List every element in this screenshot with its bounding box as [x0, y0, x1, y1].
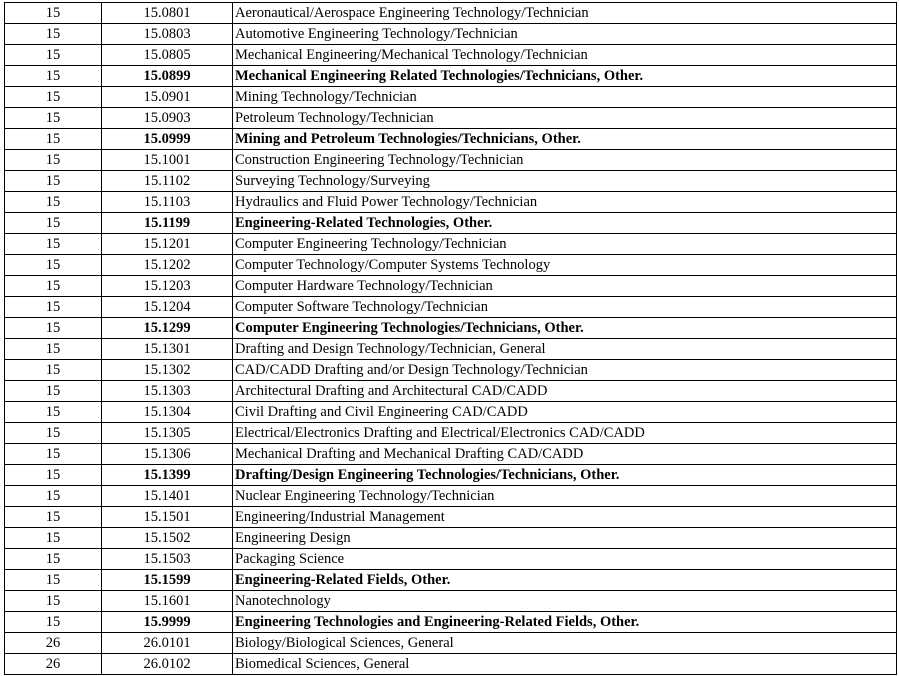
program-title-cell: Electrical/Electronics Drafting and Electrical/Electronics CAD/CADD	[233, 423, 897, 444]
family-cell: 15	[5, 87, 102, 108]
program-title-cell: Drafting/Design Engineering Technologies/Technicians, Other.	[233, 465, 897, 486]
program-title-cell: Mechanical Engineering/Mechanical Technology/Technician	[233, 45, 897, 66]
cip-code-cell: 15.1299	[102, 318, 233, 339]
program-title-cell: Nuclear Engineering Technology/Technician	[233, 486, 897, 507]
cip-code-cell: 15.1303	[102, 381, 233, 402]
family-cell: 15	[5, 150, 102, 171]
family-cell: 15	[5, 402, 102, 423]
table-row	[5, 150, 897, 171]
table-row	[5, 66, 897, 87]
table-row	[5, 549, 897, 570]
family-cell: 15	[5, 108, 102, 129]
table-row	[5, 486, 897, 507]
table-row	[5, 423, 897, 444]
cip-code-cell: 15.1599	[102, 570, 233, 591]
cip-code-cell: 15.1501	[102, 507, 233, 528]
program-title-cell: Biomedical Sciences, General	[233, 654, 897, 675]
cip-code-cell: 15.1305	[102, 423, 233, 444]
program-title-cell: Computer Engineering Technology/Technician	[233, 234, 897, 255]
table-row	[5, 108, 897, 129]
family-cell: 15	[5, 297, 102, 318]
program-title-cell: Drafting and Design Technology/Technician, General	[233, 339, 897, 360]
table-row	[5, 528, 897, 549]
table-row	[5, 45, 897, 66]
family-cell: 15	[5, 486, 102, 507]
cip-code-cell: 15.1502	[102, 528, 233, 549]
table-row	[5, 213, 897, 234]
program-title-cell: Hydraulics and Fluid Power Technology/Technician	[233, 192, 897, 213]
family-cell: 15	[5, 24, 102, 45]
family-cell: 15	[5, 66, 102, 87]
family-cell: 26	[5, 654, 102, 675]
table-row	[5, 24, 897, 45]
cip-code-cell: 15.1306	[102, 444, 233, 465]
cip-code-cell: 15.1204	[102, 297, 233, 318]
cip-code-table	[4, 2, 897, 675]
program-title-cell: Civil Drafting and Civil Engineering CAD/CADD	[233, 402, 897, 423]
family-cell: 15	[5, 360, 102, 381]
program-title-cell: Engineering-Related Fields, Other.	[233, 570, 897, 591]
cip-table-body	[5, 3, 897, 675]
program-title-cell: Aeronautical/Aerospace Engineering Technology/Technician	[233, 3, 897, 24]
program-title-cell: Automotive Engineering Technology/Technician	[233, 24, 897, 45]
cip-code-cell: 15.1203	[102, 276, 233, 297]
cip-code-cell: 15.0801	[102, 3, 233, 24]
table-row	[5, 612, 897, 633]
family-cell: 15	[5, 234, 102, 255]
program-title-cell: Construction Engineering Technology/Technician	[233, 150, 897, 171]
program-title-cell: Computer Engineering Technologies/Technicians, Other.	[233, 318, 897, 339]
family-cell: 15	[5, 255, 102, 276]
program-title-cell: CAD/CADD Drafting and/or Design Technology/Technician	[233, 360, 897, 381]
program-title-cell: Engineering/Industrial Management	[233, 507, 897, 528]
program-title-cell: Computer Hardware Technology/Technician	[233, 276, 897, 297]
table-row	[5, 3, 897, 24]
table-row	[5, 255, 897, 276]
cip-code-cell: 15.0803	[102, 24, 233, 45]
table-row	[5, 591, 897, 612]
family-cell: 15	[5, 507, 102, 528]
family-cell: 15	[5, 381, 102, 402]
table-row	[5, 339, 897, 360]
cip-code-cell: 15.1199	[102, 213, 233, 234]
cip-code-cell: 26.0102	[102, 654, 233, 675]
table-row	[5, 381, 897, 402]
family-cell: 15	[5, 591, 102, 612]
program-title-cell: Computer Technology/Computer Systems Technology	[233, 255, 897, 276]
family-cell: 15	[5, 192, 102, 213]
family-cell: 15	[5, 276, 102, 297]
cip-code-cell: 15.1202	[102, 255, 233, 276]
cip-code-cell: 15.0899	[102, 66, 233, 87]
family-cell: 15	[5, 318, 102, 339]
cip-code-cell: 15.0999	[102, 129, 233, 150]
table-row	[5, 297, 897, 318]
table-row	[5, 444, 897, 465]
program-title-cell: Petroleum Technology/Technician	[233, 108, 897, 129]
table-row	[5, 318, 897, 339]
cip-code-cell: 15.0805	[102, 45, 233, 66]
cip-code-cell: 15.0901	[102, 87, 233, 108]
table-row	[5, 654, 897, 675]
cip-code-cell: 15.9999	[102, 612, 233, 633]
program-title-cell: Architectural Drafting and Architectural CAD/CADD	[233, 381, 897, 402]
family-cell: 15	[5, 339, 102, 360]
table-row	[5, 465, 897, 486]
table-row	[5, 276, 897, 297]
table-row	[5, 234, 897, 255]
program-title-cell: Nanotechnology	[233, 591, 897, 612]
family-cell: 15	[5, 423, 102, 444]
program-title-cell: Mechanical Engineering Related Technologies/Technicians, Other.	[233, 66, 897, 87]
cip-code-cell: 15.1302	[102, 360, 233, 381]
family-cell: 15	[5, 612, 102, 633]
cip-code-cell: 26.0101	[102, 633, 233, 654]
cip-code-cell: 15.0903	[102, 108, 233, 129]
table-row	[5, 360, 897, 381]
table-row	[5, 129, 897, 150]
table-row	[5, 171, 897, 192]
cip-code-cell: 15.1301	[102, 339, 233, 360]
cip-code-cell: 15.1201	[102, 234, 233, 255]
program-title-cell: Surveying Technology/Surveying	[233, 171, 897, 192]
program-title-cell: Mechanical Drafting and Mechanical Drafting CAD/CADD	[233, 444, 897, 465]
table-row	[5, 570, 897, 591]
cip-code-cell: 15.1001	[102, 150, 233, 171]
family-cell: 15	[5, 549, 102, 570]
cip-code-cell: 15.1401	[102, 486, 233, 507]
program-title-cell: Packaging Science	[233, 549, 897, 570]
program-title-cell: Engineering-Related Technologies, Other.	[233, 213, 897, 234]
program-title-cell: Computer Software Technology/Technician	[233, 297, 897, 318]
table-row	[5, 87, 897, 108]
family-cell: 15	[5, 528, 102, 549]
table-row	[5, 402, 897, 423]
family-cell: 15	[5, 465, 102, 486]
cip-code-cell: 15.1503	[102, 549, 233, 570]
family-cell: 15	[5, 171, 102, 192]
cip-code-cell: 15.1399	[102, 465, 233, 486]
family-cell: 15	[5, 213, 102, 234]
program-title-cell: Engineering Technologies and Engineering-Related Fields, Other.	[233, 612, 897, 633]
family-cell: 15	[5, 129, 102, 150]
cip-code-cell: 15.1102	[102, 171, 233, 192]
family-cell: 15	[5, 444, 102, 465]
family-cell: 15	[5, 570, 102, 591]
table-row	[5, 633, 897, 654]
cip-code-cell: 15.1103	[102, 192, 233, 213]
cip-code-cell: 15.1304	[102, 402, 233, 423]
family-cell: 26	[5, 633, 102, 654]
family-cell: 15	[5, 45, 102, 66]
cip-code-cell: 15.1601	[102, 591, 233, 612]
table-row	[5, 192, 897, 213]
family-cell: 15	[5, 3, 102, 24]
program-title-cell: Mining Technology/Technician	[233, 87, 897, 108]
program-title-cell: Mining and Petroleum Technologies/Technicians, Other.	[233, 129, 897, 150]
table-row	[5, 507, 897, 528]
program-title-cell: Biology/Biological Sciences, General	[233, 633, 897, 654]
program-title-cell: Engineering Design	[233, 528, 897, 549]
